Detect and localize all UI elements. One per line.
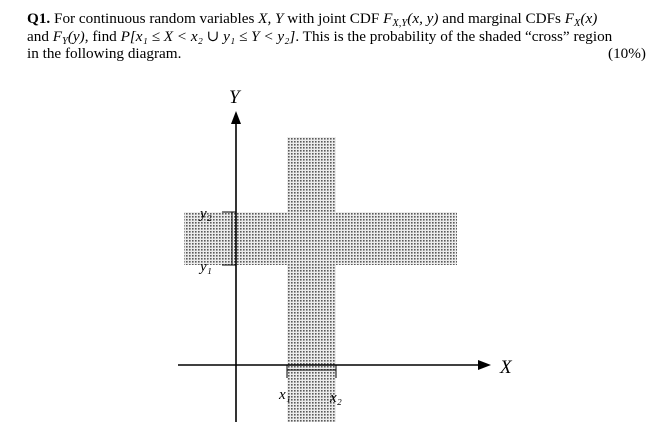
text: . This is the probability of the shaded “cross” region bbox=[295, 27, 613, 45]
text: with joint CDF bbox=[283, 10, 384, 27]
x-axis-label: X bbox=[500, 357, 512, 378]
question-number: Q1. bbox=[27, 10, 51, 27]
math-marginal-x: F bbox=[564, 10, 575, 27]
y-axis-label: Y bbox=[229, 87, 240, 108]
x-axis-arrow bbox=[478, 360, 491, 370]
text: , find bbox=[84, 27, 121, 45]
math-sub: X,Y bbox=[392, 18, 408, 29]
x1-label: x₁ bbox=[279, 387, 291, 403]
math-vars: X, Y bbox=[258, 10, 284, 27]
math-args: (x) bbox=[580, 10, 598, 27]
math-args: (y) bbox=[67, 27, 85, 45]
text: and marginal CDFs bbox=[438, 10, 565, 27]
text: in the following diagram. bbox=[27, 45, 182, 62]
y-axis-arrow bbox=[231, 111, 241, 124]
y1-label: y₁ bbox=[200, 259, 212, 275]
math-args: (x, y) bbox=[407, 10, 439, 27]
x2-label: x₂ bbox=[330, 390, 342, 406]
math-sub: Y bbox=[62, 35, 68, 47]
math-probability-expr: P[x₁ ≤ X < x₂ ∪ y₁ ≤ Y < y₂] bbox=[120, 27, 296, 45]
math-marginal-y: F bbox=[52, 27, 63, 45]
shaded-horizontal-band bbox=[184, 212, 457, 265]
shaded-vertical-band bbox=[287, 137, 336, 422]
math-joint-cdf: F bbox=[383, 10, 393, 27]
text: For continuous random variables bbox=[54, 10, 259, 27]
text: and bbox=[27, 27, 53, 45]
math-sub: X bbox=[574, 18, 581, 29]
points-label: (10%) bbox=[608, 45, 646, 62]
y2-label: y₂ bbox=[200, 206, 212, 222]
